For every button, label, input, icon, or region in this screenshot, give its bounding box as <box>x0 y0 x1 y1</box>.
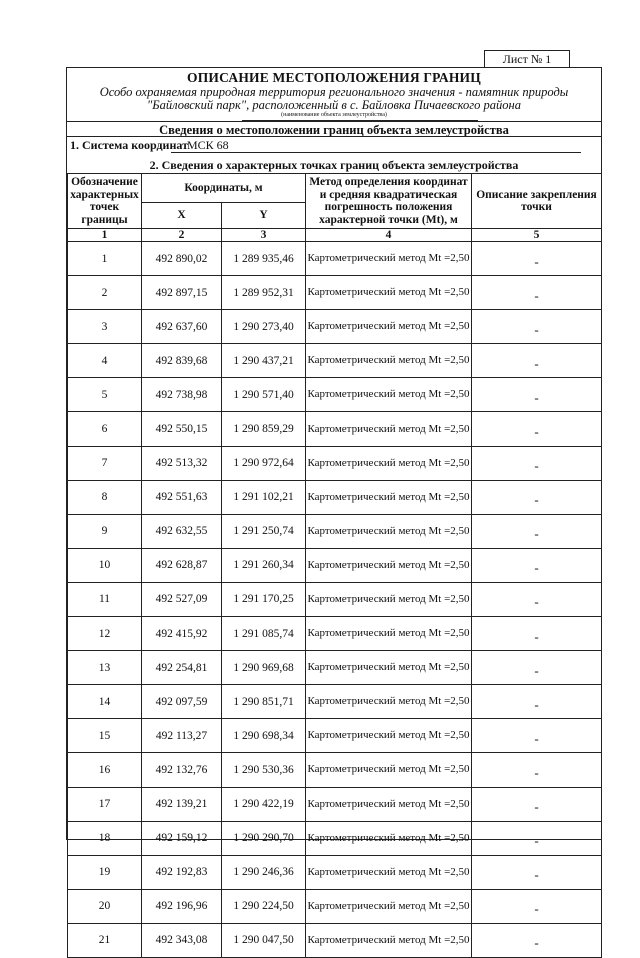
y-coordinate-cell: 1 290 273,40 <box>222 310 306 344</box>
method-cell: Картометрический метод Mt =2,50 <box>306 821 472 855</box>
point-number-cell: 6 <box>68 412 142 446</box>
table-row <box>68 685 602 719</box>
x-coordinate-cell: 492 113,27 <box>142 719 222 753</box>
header-y: Y <box>222 203 306 229</box>
point-number-cell: 15 <box>68 719 142 753</box>
table-row <box>68 719 602 753</box>
y-coordinate-cell: 1 290 437,21 <box>222 344 306 378</box>
y-coordinate-cell: 1 291 085,74 <box>222 617 306 651</box>
method-cell: Картометрический метод Mt =2,50 <box>306 923 472 957</box>
table-row <box>68 787 602 821</box>
table-row <box>68 855 602 889</box>
table-row <box>68 651 602 685</box>
y-coordinate-cell: 1 290 698,34 <box>222 719 306 753</box>
point-number-cell: 13 <box>68 651 142 685</box>
section-2-heading: 2. Сведения о характерных точках границ объекта землеустройства <box>149 158 519 172</box>
table-row <box>68 821 602 855</box>
divider <box>67 121 601 122</box>
method-cell: Картометрический метод Mt =2,50 <box>306 685 472 719</box>
description-cell: - <box>472 855 602 889</box>
x-coordinate-cell: 492 196,96 <box>142 889 222 923</box>
coordinate-system-label: 1. Система координат <box>70 138 188 152</box>
header-coordinates: Координаты, м <box>142 174 306 203</box>
point-number-cell: 2 <box>68 276 142 310</box>
table-row <box>68 514 602 548</box>
point-number-cell: 7 <box>68 446 142 480</box>
x-coordinate-cell: 492 897,15 <box>142 276 222 310</box>
description-cell: - <box>472 242 602 276</box>
description-cell: - <box>472 480 602 514</box>
method-cell: Картометрический метод Mt =2,50 <box>306 310 472 344</box>
point-number-cell: 11 <box>68 582 142 616</box>
y-coordinate-cell: 1 289 952,31 <box>222 276 306 310</box>
column-number: 2 <box>142 229 222 242</box>
method-cell: Картометрический метод Mt =2,50 <box>306 446 472 480</box>
table-row <box>68 344 602 378</box>
description-cell: - <box>472 651 602 685</box>
method-cell: Картометрический метод Mt =2,50 <box>306 480 472 514</box>
x-coordinate-cell: 492 527,09 <box>142 582 222 616</box>
column-number: 1 <box>68 229 142 242</box>
y-coordinate-cell: 1 291 250,74 <box>222 514 306 548</box>
y-coordinate-cell: 1 290 859,29 <box>222 412 306 446</box>
description-cell: - <box>472 787 602 821</box>
point-number-cell: 18 <box>68 821 142 855</box>
table-row <box>68 889 602 923</box>
method-cell: Картометрический метод Mt =2,50 <box>306 276 472 310</box>
point-number-cell: 20 <box>68 889 142 923</box>
y-coordinate-cell: 1 290 530,36 <box>222 753 306 787</box>
description-cell: - <box>472 378 602 412</box>
x-coordinate-cell: 492 632,55 <box>142 514 222 548</box>
description-cell: - <box>472 889 602 923</box>
column-number: 5 <box>472 229 602 242</box>
method-cell: Картометрический метод Mt =2,50 <box>306 344 472 378</box>
point-number-cell: 16 <box>68 753 142 787</box>
x-coordinate-cell: 492 159,12 <box>142 821 222 855</box>
header-method: Метод определения координат и средняя квадратическая погрешность положения характерной точки (Mt), м <box>306 174 472 229</box>
description-cell: - <box>472 923 602 957</box>
point-number-cell: 1 <box>68 242 142 276</box>
description-cell: - <box>472 821 602 855</box>
description-cell: - <box>472 617 602 651</box>
method-cell: Картометрический метод Mt =2,50 <box>306 719 472 753</box>
y-coordinate-cell: 1 290 571,40 <box>222 378 306 412</box>
table-row <box>68 480 602 514</box>
object-subtitle-line-1: Особо охраняемая природная территория регионального значения - памятник природы <box>99 85 569 99</box>
method-cell: Картометрический метод Mt =2,50 <box>306 651 472 685</box>
table-row <box>68 276 602 310</box>
table-row <box>68 617 602 651</box>
point-number-cell: 8 <box>68 480 142 514</box>
table-row <box>68 753 602 787</box>
method-cell: Картометрический метод Mt =2,50 <box>306 855 472 889</box>
y-coordinate-cell: 1 290 851,71 <box>222 685 306 719</box>
y-coordinate-cell: 1 290 290,70 <box>222 821 306 855</box>
y-coordinate-cell: 1 290 969,68 <box>222 651 306 685</box>
description-cell: - <box>472 753 602 787</box>
table-row <box>68 378 602 412</box>
method-cell: Картометрический метод Mt =2,50 <box>306 787 472 821</box>
description-cell: - <box>472 582 602 616</box>
x-coordinate-cell: 492 839,68 <box>142 344 222 378</box>
x-coordinate-cell: 492 139,21 <box>142 787 222 821</box>
y-coordinate-cell: 1 290 422,19 <box>222 787 306 821</box>
table-row <box>68 923 602 957</box>
document-frame <box>66 67 602 951</box>
table-row <box>68 412 602 446</box>
table-row <box>68 548 602 582</box>
object-name-caption: (наименование объекта землеустройства) <box>281 112 387 118</box>
x-coordinate-cell: 492 513,32 <box>142 446 222 480</box>
point-number-cell: 4 <box>68 344 142 378</box>
point-number-cell: 10 <box>68 548 142 582</box>
y-coordinate-cell: 1 290 047,50 <box>222 923 306 957</box>
x-coordinate-cell: 492 551,63 <box>142 480 222 514</box>
x-coordinate-cell: 492 550,15 <box>142 412 222 446</box>
method-cell: Картометрический метод Mt =2,50 <box>306 412 472 446</box>
point-number-cell: 5 <box>68 378 142 412</box>
x-coordinate-cell: 492 890,02 <box>142 242 222 276</box>
description-cell: - <box>472 548 602 582</box>
x-coordinate-cell: 492 097,59 <box>142 685 222 719</box>
point-number-cell: 21 <box>68 923 142 957</box>
y-coordinate-cell: 1 291 170,25 <box>222 582 306 616</box>
divider <box>67 136 601 137</box>
y-coordinate-cell: 1 290 224,50 <box>222 889 306 923</box>
y-coordinate-cell: 1 291 102,21 <box>222 480 306 514</box>
point-number-cell: 3 <box>68 310 142 344</box>
description-cell: - <box>472 412 602 446</box>
x-coordinate-cell: 492 637,60 <box>142 310 222 344</box>
column-number: 4 <box>306 229 472 242</box>
table-row <box>68 242 602 276</box>
table-row <box>68 582 602 616</box>
method-cell: Картометрический метод Mt =2,50 <box>306 617 472 651</box>
description-cell: - <box>472 344 602 378</box>
description-cell: - <box>472 310 602 344</box>
point-number-cell: 9 <box>68 514 142 548</box>
description-cell: - <box>472 446 602 480</box>
point-number-cell: 19 <box>68 855 142 889</box>
method-cell: Картометрический метод Mt =2,50 <box>306 548 472 582</box>
x-coordinate-cell: 492 628,87 <box>142 548 222 582</box>
x-coordinate-cell: 492 254,81 <box>142 651 222 685</box>
y-coordinate-cell: 1 289 935,46 <box>222 242 306 276</box>
description-cell: - <box>472 276 602 310</box>
table-row <box>68 310 602 344</box>
boundary-points-table <box>67 173 602 958</box>
y-coordinate-cell: 1 290 972,64 <box>222 446 306 480</box>
x-coordinate-cell: 492 132,76 <box>142 753 222 787</box>
header-description: Описание закрепления точки <box>472 174 602 229</box>
x-coordinate-cell: 492 738,98 <box>142 378 222 412</box>
coordinate-system-underline <box>171 152 581 153</box>
header-designation: Обозначение характерных точек границы <box>68 174 142 229</box>
section-1-heading: Сведения о местоположении границ объекта землеустройства <box>159 123 509 137</box>
method-cell: Картометрический метод Mt =2,50 <box>306 889 472 923</box>
method-cell: Картометрический метод Mt =2,50 <box>306 514 472 548</box>
y-coordinate-cell: 1 291 260,34 <box>222 548 306 582</box>
point-number-cell: 17 <box>68 787 142 821</box>
y-coordinate-cell: 1 290 246,36 <box>222 855 306 889</box>
method-cell: Картометрический метод Mt =2,50 <box>306 242 472 276</box>
description-cell: - <box>472 719 602 753</box>
document-title: ОПИСАНИЕ МЕСТОПОЛОЖЕНИЯ ГРАНИЦ <box>187 70 481 85</box>
coordinate-system-value: МСК 68 <box>187 138 229 152</box>
x-coordinate-cell: 492 343,08 <box>142 923 222 957</box>
x-coordinate-cell: 492 192,83 <box>142 855 222 889</box>
point-number-cell: 14 <box>68 685 142 719</box>
header-x: X <box>142 203 222 229</box>
table-row <box>68 446 602 480</box>
point-number-cell: 12 <box>68 617 142 651</box>
description-cell: - <box>472 685 602 719</box>
description-cell: - <box>472 514 602 548</box>
method-cell: Картометрический метод Mt =2,50 <box>306 753 472 787</box>
method-cell: Картометрический метод Mt =2,50 <box>306 582 472 616</box>
x-coordinate-cell: 492 415,92 <box>142 617 222 651</box>
method-cell: Картометрический метод Mt =2,50 <box>306 378 472 412</box>
column-number: 3 <box>222 229 306 242</box>
sheet-number-label: Лист № 1 <box>484 50 570 68</box>
object-subtitle-line-2: "Байловский парк", расположенный в с. Байловка Пичаевского района <box>147 98 521 112</box>
